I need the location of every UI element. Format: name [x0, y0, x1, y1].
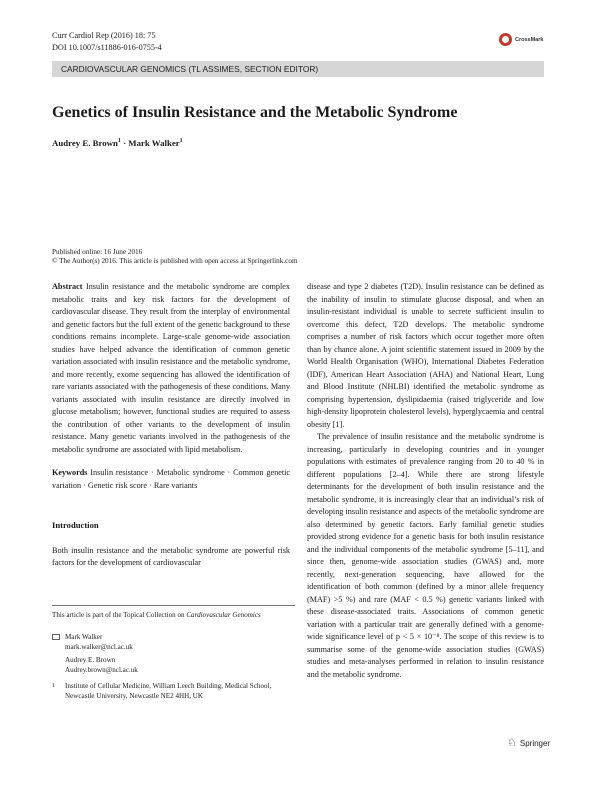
crossmark-label: CrossMark — [515, 36, 544, 43]
left-column — [52, 281, 290, 570]
springer-horse-icon: ♘ — [507, 737, 517, 749]
abstract — [52, 281, 290, 456]
keywords-label: Keywords — [52, 468, 88, 477]
contact-entry — [52, 633, 292, 652]
author-separator: · — [120, 138, 129, 148]
section-heading: CARDIOVASCULAR GENOMICS (TL ASSIMES, SECTION EDITOR) — [52, 61, 544, 77]
correspondence-block — [52, 633, 292, 702]
author-list — [52, 138, 183, 148]
body-paragraph: disease and type 2 diabetes (T2D). Insulin resistance can be defined as the inability of insulin to stimulate glucose disposal, and when an insulin-resistant individual is unable to secrete sufficient insulin to overcome this defect, T2D develops. The metabolic syndrome comprises a number of risk factors which occur together more often than by chance alone. A joint scientific statement issued in 2009 by the World Health Organisation (WHO), International Diabetes Federation (IDF), American Heart Association (AHA) and National Heart, Lung and Blood Institute (NHLBI) identified the metabolic syndrome as comprising hypertension, dyslipidaemia (raised triglyceride and low high-density lipoprotein cholesterol levels), hyperglycaemia and central obesity [1]. — [307, 282, 544, 429]
keywords-text: Insulin resistance · Metabolic syndrome · Common genetic variation · Genetic risk score · Rare variants — [52, 468, 291, 490]
publisher-logo — [507, 738, 550, 749]
contact-name: Mark Walker — [65, 633, 103, 641]
collection-name[interactable]: Cardiovascular Genomics — [186, 611, 261, 619]
envelope-icon — [52, 634, 60, 640]
author-name[interactable]: Audrey E. Brown — [52, 138, 118, 148]
doi-line[interactable]: DOI 10.1007/s11886-016-0755-4 — [52, 43, 162, 52]
author-affiliation-mark: 1 — [179, 138, 183, 145]
topical-collection-note — [52, 611, 312, 620]
affiliation-text: Institute of Cellular Medicine, William Leech Building, Medical School, Newcastle University, Newcastle NE2 4HH, UK — [65, 682, 272, 700]
keywords — [52, 467, 290, 492]
introduction-text-start: Both insulin resistance and the metabolic syndrome are powerful risk factors for the development of cardiovascular — [52, 545, 290, 567]
introduction-heading: Introduction — [52, 520, 99, 530]
published-date: Published online: 16 June 2016 — [52, 248, 143, 256]
body-paragraph: The prevalence of insulin resistance and the metabolic syndrome is increasing, particularly in developing countries and in younger populations with estimates of prevalence ranging from 20 to 40 % in different populations [2–4]. While there are strong lifestyle determinants for the development of both insulin resistance and the metabolic syndrome, it is increasingly clear that an individual’s risk of developing insulin resistance and aspects of the metabolic syndrome are also determined by genetic factors. Early familial genetic studies provided strong evidence for a genetic basis for both insulin resistance and the individual components of the metabolic syndrome [5–11], and since then, genome-wide association studies (GWAS) and, more recently, next-generation sequencing, have allowed for the identification of both common (defined by a minor allele frequency (MAF) >5 %) and rare (MAF < 0.5 %) genetic variants linked with these disease-associated traits. Associations of common genetic variation with a particular trait are generally defined with a genome-wide significance level of p < 5 × 10⁻⁸. The scope of this review is to summarise some of the genome-wide association studies (GWAS) studies and meta-analyses performed in relation to insulin resistance and the metabolic syndrome. — [307, 432, 544, 679]
author-name[interactable]: Mark Walker — [128, 138, 180, 148]
journal-line: Curr Cardiol Rep (2016) 18: 75 — [52, 31, 156, 40]
article-title: Genetics of Insulin Resistance and the Metabolic Syndrome — [52, 104, 458, 121]
collection-prefix: This article is part of the Topical Collection on — [52, 611, 187, 619]
contact-name: Audrey E. Brown — [65, 656, 116, 665]
affiliation-number: 1 — [52, 683, 55, 690]
crossmark-icon — [499, 33, 512, 46]
publisher-name: Springer — [519, 739, 551, 748]
journal-citation — [52, 30, 162, 54]
crossmark-badge[interactable] — [499, 33, 543, 46]
abstract-text: Insulin resistance and the metabolic syndrome are complex metabolic traits and key risk factors for the development of cardiovascular disease. They result from the interplay of environmental and genetic factors but the full extent of the genetic background to these conditions remains incomplete. Large-scale genome-wide association studies have helped advance the identification of common genetic variation associated with insulin resistance and the metabolic syndrome, and more recently, exome sequencing has allowed the identification of rare variants associated with the pathogenesis of these conditions. Many variants associated with insulin resistance are directly involved in glucose metabolism; however, functional studies are required to assess the contribution of other variants to the development of insulin resistance. Many genetic variants involved in the pathogenesis of the metabolic syndrome are associated with lipid metabolism. — [52, 282, 291, 454]
contact-entry — [52, 656, 292, 675]
copyright-line: © The Author(s) 2016. This article is published with open access at Springerlink.com — [52, 257, 298, 266]
right-column — [307, 281, 544, 681]
author-affiliation-mark: 1 — [117, 138, 121, 145]
affiliation-entry — [52, 682, 292, 701]
abstract-label: Abstract — [52, 282, 83, 291]
contact-email[interactable]: mark.walker@ncl.ac.uk — [65, 642, 133, 651]
footnote-divider — [52, 605, 295, 606]
publication-info — [52, 248, 298, 266]
contact-email[interactable]: Audrey.brown@ncl.ac.uk — [65, 665, 138, 674]
